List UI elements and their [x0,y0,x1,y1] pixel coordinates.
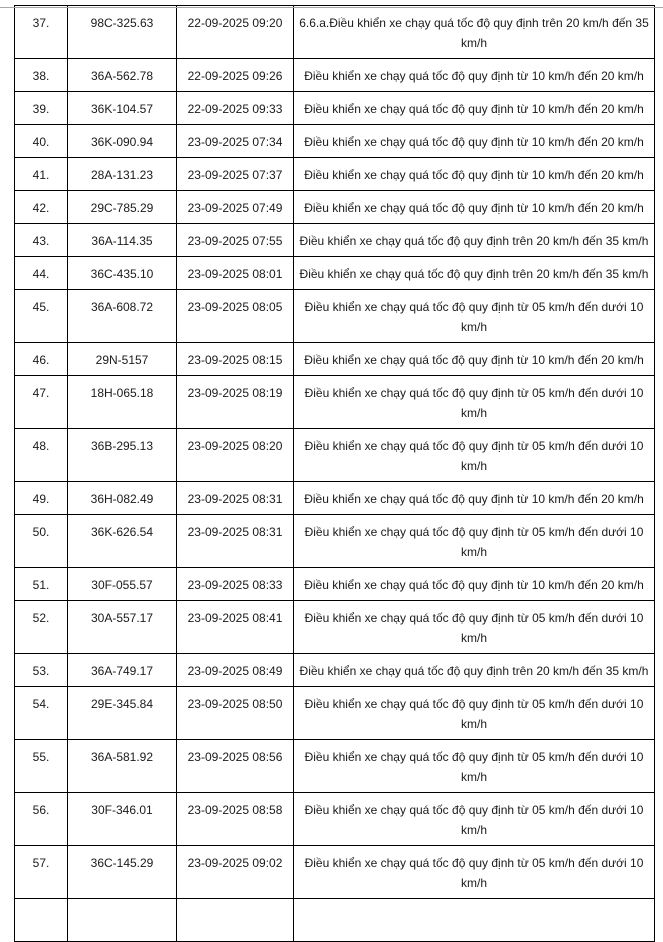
violation-table-row [15,429,655,482]
row-number-cell: 38. [15,59,68,92]
violation-description-cell: Điều khiển xe chạy quá tốc độ quy định từ 05 km/h đến dưới 10 km/h [294,601,655,654]
violation-datetime-cell: 23-09-2025 08:19 [177,376,294,429]
license-plate-cell: 18H-065.18 [68,376,177,429]
violation-description-cell: Điều khiển xe chạy quá tốc độ quy định từ 10 km/h đến 20 km/h [294,482,655,515]
violation-description-cell: Điều khiển xe chạy quá tốc độ quy định từ 10 km/h đến 20 km/h [294,343,655,376]
violation-datetime-cell: 23-09-2025 08:31 [177,515,294,568]
violation-description-cell: Điều khiển xe chạy quá tốc độ quy định trên 20 km/h đến 35 km/h [294,224,655,257]
row-number-cell [15,899,68,942]
violation-datetime-cell: 22-09-2025 09:26 [177,59,294,92]
license-plate-cell: 36K-104.57 [68,92,177,125]
violation-datetime-cell: 23-09-2025 07:49 [177,191,294,224]
violation-datetime-cell: 23-09-2025 08:58 [177,793,294,846]
license-plate-cell: 30F-055.57 [68,568,177,601]
violation-datetime-cell: 23-09-2025 08:33 [177,568,294,601]
license-plate-cell: 36K-626.54 [68,515,177,568]
violation-datetime-cell: 23-09-2025 08:56 [177,740,294,793]
row-number-cell: 45. [15,290,68,343]
violation-description-cell: Điều khiển xe chạy quá tốc độ quy định từ 05 km/h đến dưới 10 km/h [294,290,655,343]
traffic-violations-table [14,5,655,942]
license-plate-cell: 36K-090.94 [68,125,177,158]
license-plate-cell [68,899,177,942]
violation-table-row [15,568,655,601]
violation-datetime-cell: 22-09-2025 09:20 [177,6,294,59]
violation-datetime-cell: 23-09-2025 07:34 [177,125,294,158]
violation-description-cell: Điều khiển xe chạy quá tốc độ quy định từ 10 km/h đến 20 km/h [294,568,655,601]
row-number-cell: 52. [15,601,68,654]
violation-description-cell: Điều khiển xe chạy quá tốc độ quy định từ 10 km/h đến 20 km/h [294,191,655,224]
violation-datetime-cell: 23-09-2025 08:01 [177,257,294,290]
row-number-cell: 48. [15,429,68,482]
violation-description-cell: Điều khiển xe chạy quá tốc độ quy định từ 10 km/h đến 20 km/h [294,158,655,191]
violation-table-row [15,92,655,125]
license-plate-cell: 28A-131.23 [68,158,177,191]
violation-datetime-cell: 23-09-2025 08:31 [177,482,294,515]
license-plate-cell: 29C-785.29 [68,191,177,224]
violation-description-cell: Điều khiển xe chạy quá tốc độ quy định từ 05 km/h đến dưới 10 km/h [294,740,655,793]
license-plate-cell: 36A-114.35 [68,224,177,257]
violation-table-row [15,125,655,158]
license-plate-cell: 30A-557.17 [68,601,177,654]
violation-datetime-cell: 23-09-2025 08:15 [177,343,294,376]
row-number-cell: 50. [15,515,68,568]
row-number-cell: 37. [15,6,68,59]
license-plate-cell: 29E-345.84 [68,687,177,740]
violation-description-cell: Điều khiển xe chạy quá tốc độ quy định trên 20 km/h đến 35 km/h [294,257,655,290]
row-number-cell: 51. [15,568,68,601]
violation-table-row [15,601,655,654]
partial-next-row [15,899,655,942]
violation-description-cell: Điều khiển xe chạy quá tốc độ quy định từ 10 km/h đến 20 km/h [294,92,655,125]
row-number-cell: 43. [15,224,68,257]
license-plate-cell: 98C-325.63 [68,6,177,59]
violation-table-row [15,6,655,59]
row-number-cell: 56. [15,793,68,846]
violation-description-cell: 6.6.a.Điều khiển xe chạy quá tốc độ quy định trên 20 km/h đến 35 km/h [294,6,655,59]
license-plate-cell: 36A-749.17 [68,654,177,687]
violation-description-cell: Điều khiển xe chạy quá tốc độ quy định trên 20 km/h đến 35 km/h [294,654,655,687]
license-plate-cell: 36A-581.92 [68,740,177,793]
row-number-cell: 46. [15,343,68,376]
license-plate-cell: 36C-435.10 [68,257,177,290]
license-plate-cell: 30F-346.01 [68,793,177,846]
violation-description-cell: Điều khiển xe chạy quá tốc độ quy định từ 05 km/h đến dưới 10 km/h [294,687,655,740]
row-number-cell: 49. [15,482,68,515]
violation-table-row [15,654,655,687]
row-number-cell: 54. [15,687,68,740]
row-number-cell: 40. [15,125,68,158]
violation-table-row [15,740,655,793]
violation-datetime-cell: 23-09-2025 09:02 [177,846,294,899]
violation-table-row [15,482,655,515]
violation-datetime-cell: 23-09-2025 08:05 [177,290,294,343]
license-plate-cell: 36A-562.78 [68,59,177,92]
row-number-cell: 39. [15,92,68,125]
violation-description-cell: Điều khiển xe chạy quá tốc độ quy định từ 10 km/h đến 20 km/h [294,125,655,158]
violation-table-row [15,257,655,290]
violation-datetime-cell: 23-09-2025 07:55 [177,224,294,257]
row-number-cell: 41. [15,158,68,191]
violations-table-body [15,6,655,942]
violation-table-row [15,687,655,740]
violation-table-row [15,59,655,92]
violation-description-cell: Điều khiển xe chạy quá tốc độ quy định từ 10 km/h đến 20 km/h [294,59,655,92]
violation-datetime-cell: 22-09-2025 09:33 [177,92,294,125]
violation-description-cell: Điều khiển xe chạy quá tốc độ quy định từ 05 km/h đến dưới 10 km/h [294,376,655,429]
row-number-cell: 53. [15,654,68,687]
violation-description-cell: Điều khiển xe chạy quá tốc độ quy định từ 05 km/h đến dưới 10 km/h [294,793,655,846]
violation-description-cell [294,899,655,942]
violation-datetime-cell: 23-09-2025 07:37 [177,158,294,191]
violation-table-row [15,793,655,846]
violation-datetime-cell: 23-09-2025 08:20 [177,429,294,482]
row-number-cell: 44. [15,257,68,290]
row-number-cell: 42. [15,191,68,224]
license-plate-cell: 36C-145.29 [68,846,177,899]
violation-datetime-cell: 23-09-2025 08:50 [177,687,294,740]
violation-description-cell: Điều khiển xe chạy quá tốc độ quy định từ 05 km/h đến dưới 10 km/h [294,846,655,899]
row-number-cell: 55. [15,740,68,793]
violation-table-row [15,376,655,429]
violation-table-row [15,158,655,191]
license-plate-cell: 36B-295.13 [68,429,177,482]
top-divider-line [0,7,663,8]
license-plate-cell: 36H-082.49 [68,482,177,515]
violation-datetime-cell [177,899,294,942]
license-plate-cell: 29N-5157 [68,343,177,376]
violation-datetime-cell: 23-09-2025 08:41 [177,601,294,654]
violation-table-row [15,224,655,257]
license-plate-cell: 36A-608.72 [68,290,177,343]
violation-datetime-cell: 23-09-2025 08:49 [177,654,294,687]
violation-description-cell: Điều khiển xe chạy quá tốc độ quy định từ 05 km/h đến dưới 10 km/h [294,429,655,482]
row-number-cell: 47. [15,376,68,429]
violation-table-row [15,290,655,343]
violation-table-row [15,515,655,568]
violation-table-row [15,846,655,899]
row-number-cell: 57. [15,846,68,899]
violation-table-row [15,191,655,224]
violation-description-cell: Điều khiển xe chạy quá tốc độ quy định từ 05 km/h đến dưới 10 km/h [294,515,655,568]
violation-table-row [15,343,655,376]
